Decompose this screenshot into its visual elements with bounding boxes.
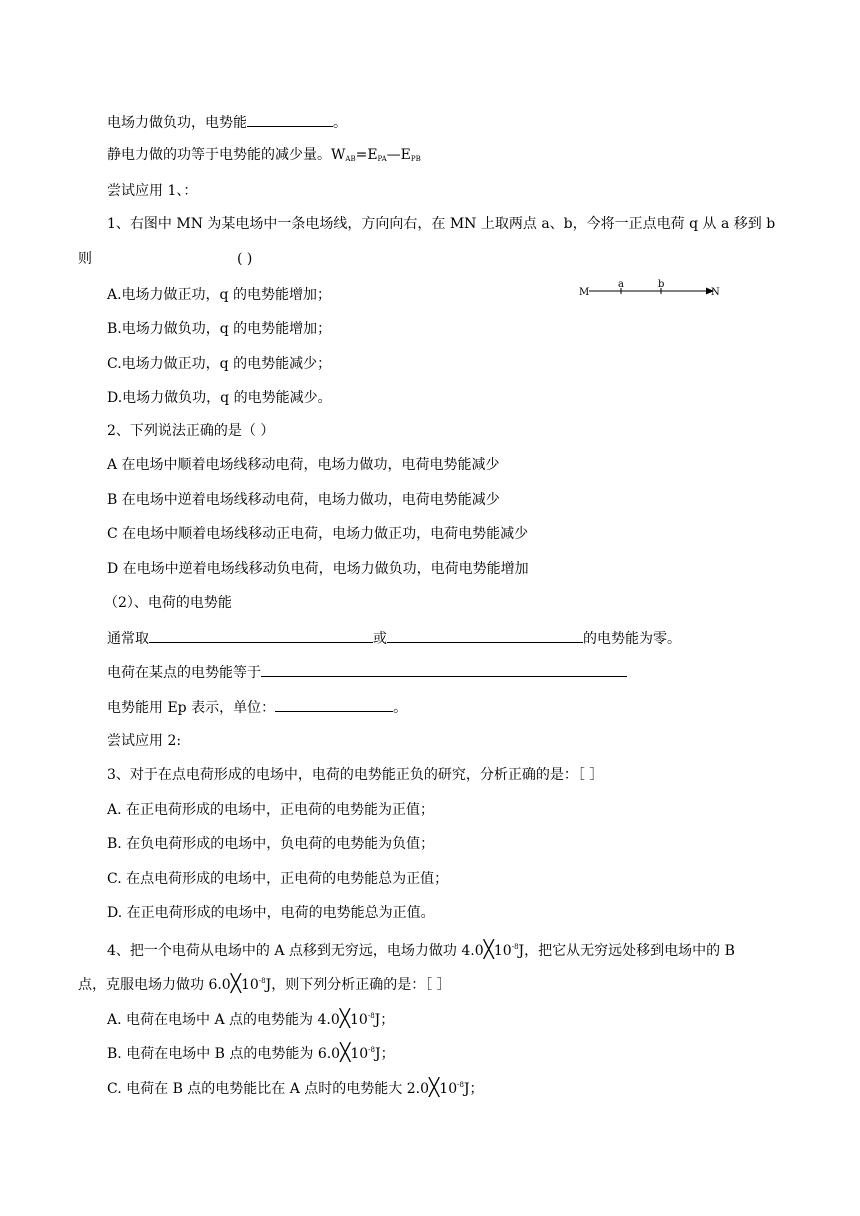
question-3: 3、对于在点电荷形成的电场中，电荷的电势能正负的研究，分析正确的是：［ ］ — [107, 767, 604, 783]
text: 或 — [373, 631, 387, 647]
option-a: A. 在正电荷形成的电场中，正电荷的电势能为正值； — [107, 802, 435, 818]
text: J； — [463, 1081, 484, 1097]
text: C. 电荷在 B 点的电势能比在 A 点时的电势能大 2.0 — [107, 1081, 430, 1097]
option-a: A 在电场中顺着电场线移动电荷，电场力做功，电荷电势能减少 — [107, 457, 500, 473]
times-sign: ╳ — [429, 1078, 440, 1098]
text: 。 — [393, 700, 408, 716]
text: 静电力做的功等于电势能的减少量。W — [107, 147, 346, 163]
text: 。 — [333, 115, 347, 131]
section-heading: （2）、电荷的电势能 — [104, 595, 232, 611]
times-sign: ╳ — [340, 1043, 351, 1063]
text: 的电势能为零。 — [583, 631, 681, 647]
fill-blank — [149, 627, 373, 643]
option-d: D 在电场中逆着电场线移动负电荷，电场力做负功，电荷电势能增加 — [107, 561, 529, 577]
fill-line-unit — [107, 696, 407, 718]
text: B. 电荷在电场中 B 点的电势能为 6.0 — [107, 1046, 341, 1062]
question-4 — [107, 937, 735, 961]
question-1-continued — [78, 249, 252, 269]
question-2: 2、下列说法正确的是（ ） — [107, 423, 275, 439]
text: 10 — [493, 943, 512, 959]
text: =E — [355, 147, 378, 163]
option-c: C 在电场中顺着电场线移动正电荷，电场力做正功，电荷电势能减少 — [107, 526, 529, 542]
text: 10 — [350, 1012, 368, 1028]
fill-line-zero — [107, 627, 681, 649]
text: J； — [374, 1012, 395, 1028]
option-a — [107, 1006, 394, 1030]
fill-line-potential — [107, 661, 627, 683]
times-sign: ╳ — [483, 940, 494, 960]
option-d: D. 在正电荷形成的电场中，电荷的电势能总为正值。 — [107, 905, 435, 921]
text: J； — [375, 1046, 395, 1062]
exponent: -8 — [258, 977, 266, 985]
option-b — [107, 1040, 395, 1064]
option-a: A.电场力做正功，q 的电势能增加； — [107, 287, 331, 303]
option-c: C. 在点电荷形成的电场中，正电荷的电势能总为正值； — [107, 871, 449, 887]
formula-line — [107, 145, 421, 169]
text: 10 — [439, 1081, 458, 1097]
label-m: M — [579, 287, 590, 298]
option-b: B. 在负电荷形成的电场中，负电荷的电势能为负值； — [107, 836, 435, 852]
text: 10 — [350, 1046, 369, 1062]
fill-blank — [247, 111, 333, 127]
times-sign: ╳ — [339, 1009, 350, 1029]
section-heading: 尝试应用 2: — [107, 733, 182, 749]
option-d: D.电场力做负功，q 的电势能减少。 — [107, 390, 332, 406]
text: 通常取 — [107, 631, 149, 647]
exponent: -8 — [511, 943, 519, 951]
question-1: 1、右图中 MN 为某电场中一条电场线，方向向右，在 MN 上取两点 a、b，今将一正点电荷 q 从 a 移到 b — [107, 216, 776, 232]
text: A. 电荷在电场中 A 点的电势能为 4.0 — [107, 1012, 340, 1028]
fill-blank — [275, 696, 393, 712]
text: J，把它从无穷远处移到电场中的 B — [518, 943, 735, 959]
label-a: a — [618, 279, 624, 290]
text: 点，克服电场力做功 6.0 — [78, 977, 231, 993]
field-line-diagram — [574, 278, 724, 302]
fill-blank — [261, 661, 627, 677]
question-4-continued — [78, 971, 451, 995]
subscript: AB — [345, 155, 356, 163]
text: 10 — [240, 977, 259, 993]
fill-blank — [387, 627, 583, 643]
text: 电荷在某点的电势能等于 — [107, 665, 261, 681]
option-b: B 在电场中逆着电场线移动电荷，电场力做功，电荷电势能减少 — [107, 492, 500, 508]
exponent: -8 — [457, 1081, 464, 1089]
answer-paren: ( ) — [237, 251, 253, 267]
text: 电场力做负功，电势能 — [107, 115, 247, 131]
text: J，则下列分析正确的是：［ ］ — [265, 977, 451, 993]
option-c — [107, 1075, 484, 1099]
option-c: C.电场力做正功，q 的电势能减少； — [107, 356, 332, 372]
exponent: -8 — [368, 1046, 375, 1054]
text: 则 — [78, 251, 92, 267]
text-line — [107, 111, 347, 133]
text: 电势能用 Ep 表示，单位： — [107, 700, 276, 716]
text: 4、把一个电荷从电场中的 A 点移到无穷远，电场力做功 4.0 — [107, 943, 484, 959]
times-sign: ╳ — [230, 974, 241, 994]
label-b: b — [658, 279, 665, 290]
subscript: PA — [377, 155, 387, 163]
subscript: PB — [410, 155, 421, 163]
exponent: -8 — [367, 1012, 375, 1020]
text: —E — [386, 147, 411, 163]
label-n: N — [711, 287, 720, 298]
section-heading: 尝试应用 1、： — [107, 183, 198, 199]
option-b: B.电场力做负功，q 的电势能增加； — [107, 321, 332, 337]
